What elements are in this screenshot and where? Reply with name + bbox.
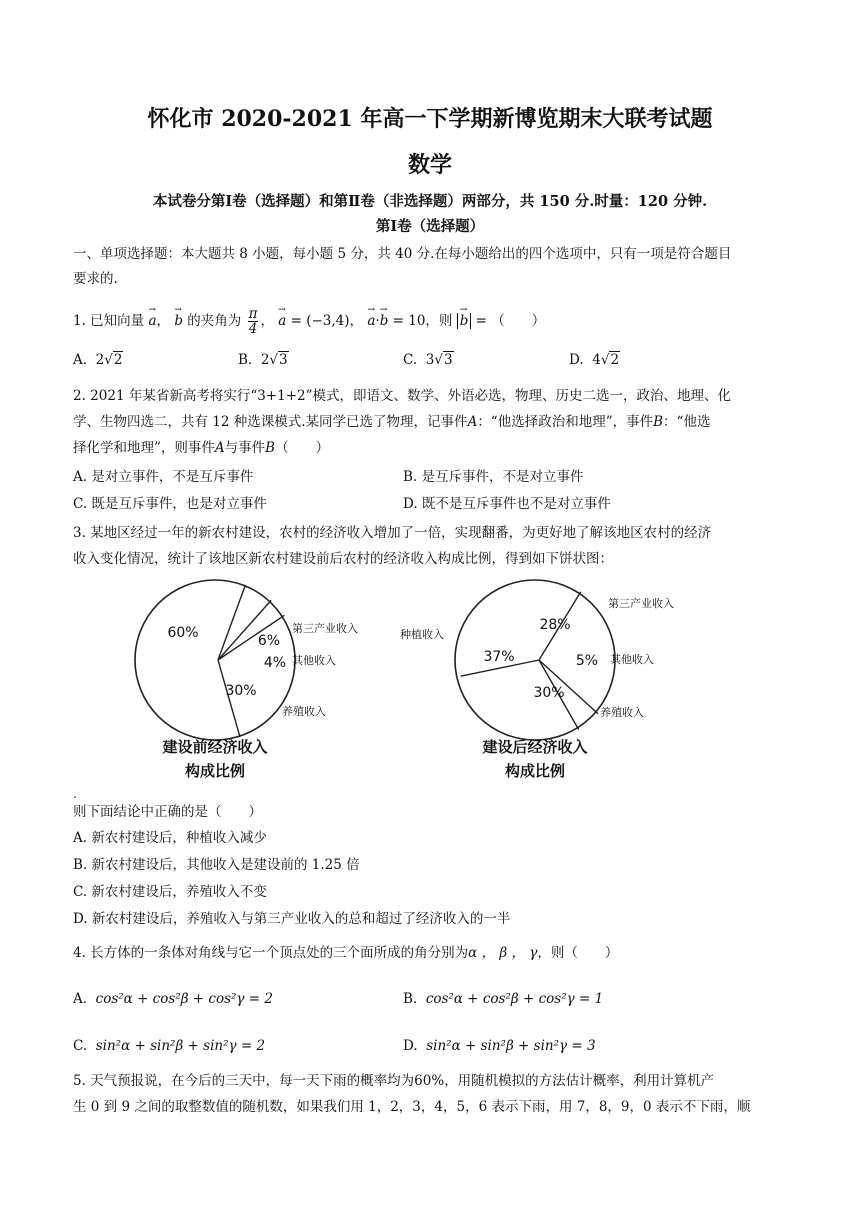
pie-slice-edge-1 [218,585,245,660]
pie-value-label-3: 30% [533,685,565,701]
pie-value-label-1: 28% [539,617,571,633]
q4-text: 4. 长方体的一条体对角线与它一个顶点处的三个面所成的角分别为 [73,945,469,961]
q4-option-c-label: C. [73,1038,88,1054]
q4-option-a-label: A. [73,991,88,1007]
pie-category-label-1: 第三产业收入 [608,597,674,610]
q2-line3-part3: （ ） [275,440,330,456]
pie-chart-before [70,580,358,780]
q1-option-c-label: C. [403,352,418,368]
q4-option-c [73,1038,265,1054]
q4-option-d [403,1038,596,1054]
q2-event-b-2: B [265,440,276,456]
q1-option-b-label: B. [238,352,253,368]
q4-option-a [73,991,273,1007]
q1-option-a: A. 2√2 [73,352,123,368]
part-heading: 第Ⅰ卷（选择题） [375,218,485,235]
q4-option-d-label: D. [403,1038,418,1054]
pie-chart-after [400,580,674,780]
q5-line1-part2: ，用随机模拟的方法估计概率，利用计算机产 [444,1073,715,1089]
q4-option-a-expr: cos²α + cos²β + cos²γ = 2 [95,991,273,1007]
q3-line2: 收入变化情况，统计了该地区新农村建设前后农村的经济收入构成比例，得到如下饼状图： [73,551,613,567]
exam-intro: 本试卷分第Ⅰ卷（选择题）和第Ⅱ卷（非选择题）两部分，共 150 分.时量：120 分钟. [152,193,708,210]
q4-vars: α ， β ， γ [468,945,538,961]
q2-event-a-2: A [214,440,225,456]
pie-charts [70,578,830,793]
q5-percent: 60% [414,1073,445,1089]
q1-vector-a-2: → a [278,304,286,338]
pie-subtitle: 构成比例 [504,762,566,780]
q2-line1: 2. 2021 年某省新高考将实行“3+1+2”模式，即语文、数学、外语必选，物理、历史二选一，政治、地理、化 [73,388,732,404]
pie-value-label-2: 5% [575,653,599,669]
q2-option-d: D. 既不是互斥事件也不是对立事件 [403,496,611,512]
q1-sep: ， [156,313,171,329]
pie-subtitle: 构成比例 [184,762,246,780]
q4-option-d-expr: sin²α + sin²β + sin²γ = 3 [426,1038,596,1054]
q1-abs-b [457,313,472,329]
q3-line1: 3. 某地区经过一年的新农村建设，农村的经济收入增加了一倍，实现翻番，为更好地了解该地区农村的经济 [73,525,712,541]
q5-line1-part1: 5. 天气预报说，在今后的三天中，每一天下雨的概率均为 [73,1073,415,1089]
subject-title: 数学 [407,152,452,178]
q1-angle-fraction [248,307,259,336]
q1-vector-b-2: → b [380,304,389,338]
pie-category-label-3: 养殖收入 [282,705,326,718]
q1-option-c-rad: 3 [443,352,453,368]
pie-category-label-3: 养殖收入 [600,706,644,719]
q2-option-a: A. 是对立事件，不是互斥事件 [73,469,254,485]
q1-vector-b: → b [174,304,183,338]
q1-four: 4 [248,321,258,337]
q2-line3 [73,439,329,457]
question-4 [73,944,618,962]
pie-title: 建设前经济收入 [162,738,268,756]
q1-option-b-rad: 3 [279,352,288,368]
q1-pi: π [248,306,258,322]
question-1: 1. 已知向量 → a， → b 的夹角为 $\frac{\pi}{4}$ ， → a = (−3,4)， → a·→ b = 10，则 → b = （ ） [73,304,545,338]
q4-option-c-expr: sin²α + sin²β + sin²γ = 2 [95,1038,266,1054]
q1-option-d-coef: 4 [592,352,601,368]
q1-option-a-label: A. [73,352,88,368]
pie-value-label-1: 6% [257,633,281,649]
q1-vector-b-3: → b [460,304,469,338]
q3-option-c: C. 新农村建设后，养殖收入不变 [73,884,267,900]
q2-event-a: A [467,414,478,430]
pie-value-label-0: 37% [483,649,515,665]
q1-option-c: C. 3√3 [403,352,453,368]
q1-option-c-coef: 3 [425,352,435,368]
q1-vector-a: → a [148,304,156,338]
q3-option-b: B. 新农村建设后，其他收入是建设前的 1.25 倍 [73,857,360,873]
pie-category-label-2: 其他收入 [292,654,336,667]
pie-category-label-2: 其他收入 [610,653,654,666]
q5-line1 [73,1072,714,1090]
q5-line2: 生 0 到 9 之间的取整数值的随机数，如果我们用 1，2，3，4，5，6 表示下雨，用 7，8，9，0 表示不下雨，顺 [73,1099,751,1115]
exam-title: 怀化市 2020-2021 年高一下学期新博览期末大联考试题 [147,106,713,132]
q4-option-b-expr: cos²α + cos²β + cos²γ = 1 [425,991,604,1007]
q2-option-c: C. 既是互斥事件，也是对立事件 [73,496,267,512]
q1-cond2: = 10 [392,313,426,329]
q2-line2-part3: ：“他选 [663,414,711,430]
q1-option-d-rad: 2 [610,352,620,368]
q2-line3-part2: 与事件 [224,440,266,456]
pie-value-label-2: 4% [263,655,287,671]
q4-option-b [403,991,603,1007]
q1-option-d-label: D. [569,352,584,368]
q1-option-a-coef: 2 [95,352,105,368]
q4-option-b-label: B. [403,991,418,1007]
pie-category-label-0: 种植收入 [400,628,444,641]
q3-option-d: D. 新农村建设后，养殖收入与第三产业收入的总和超过了经济收入的一半 [73,911,511,927]
q1-cond1: = (−3,4) [290,313,350,329]
q4-tail: ，则（ ） [537,945,619,961]
q1-option-b: B. 2√3 [238,352,288,368]
q2-option-b: B. 是互斥事件，不是对立事件 [403,469,584,485]
pie-value-label-3: 30% [225,683,257,699]
q1-vector-a-3: → a [367,304,375,338]
q1-option-b-coef: 2 [260,352,270,368]
q3-question: 则下面结论中正确的是（ ） [73,804,262,820]
section-intro-line2: 要求的. [73,271,118,287]
q2-line2-part1: 学、生物四选二，共有 12 种选课模式.某同学已选了物理，记事件 [73,414,468,430]
q1-mid: 的夹角为 [187,313,242,329]
q3-option-a: A. 新农村建设后，种植收入减少 [73,830,267,846]
q1-option-d: D. 4√2 [569,352,620,368]
q2-event-b: B [653,414,664,430]
q2-line2 [73,413,710,431]
q1-bracket: = （ ） [475,313,546,329]
pie-value-label-0: 60% [167,625,199,641]
q1-prefix: 1. 已知向量 [73,313,145,329]
q1-ze: ，则 [425,313,453,329]
q2-line2-part2: ：“他选择政治和地理”，事件 [477,414,654,430]
q1-option-a-rad: 2 [113,352,123,368]
q2-line3-part1: 择化学和地理”，则事件 [73,440,215,456]
pie-title: 建设后经济收入 [482,738,588,756]
section-intro-line1: 一、单项选择题：本大题共 8 小题，每小题 5 分，共 40 分.在每小题给出的四个选项中，只有一项是符合题目 [73,246,732,262]
stray-dot: . [73,787,77,801]
pie-category-label-1: 第三产业收入 [292,622,358,635]
